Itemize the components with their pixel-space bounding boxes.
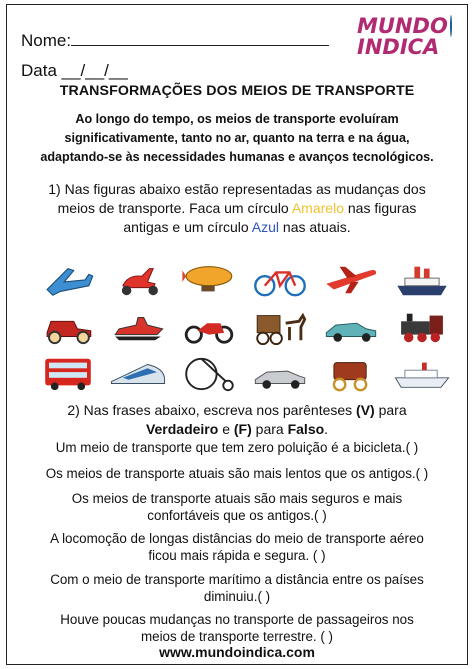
modern-car-icon[interactable] [249, 354, 311, 394]
statement-line: Um meio de transporte que tem zero poluição é a bicicleta.( ) [55, 440, 419, 455]
steamship-icon[interactable] [391, 260, 453, 300]
name-label: Nome: [21, 31, 72, 50]
question-2-line [7, 420, 467, 439]
statement-line: Os meios de transporte atuais são mais seguros e mais [71, 491, 403, 506]
text-span: meios de transporte. Faca um círculo [57, 200, 292, 216]
name-field[interactable] [21, 31, 329, 51]
text-span: . [324, 421, 329, 437]
intro-line: adaptando-se às necessidades humanas e avanços tecnológicos. [40, 150, 434, 164]
jet-ski-icon[interactable] [107, 307, 169, 347]
globe-icon [450, 15, 452, 37]
falso-word: Falso [287, 421, 325, 437]
vintage-car-icon[interactable] [37, 307, 99, 347]
statement-1[interactable] [7, 439, 467, 456]
transport-pictures-grid [37, 260, 455, 394]
statement-line: diminuiu.( ) [203, 589, 271, 604]
blimp-icon[interactable] [178, 260, 240, 300]
statement-4[interactable] [7, 530, 467, 564]
statement-line: Houve poucas mudanças no transporte de passageiros nos [60, 612, 414, 627]
text-span: antigas e um círculo [123, 219, 252, 235]
name-line[interactable] [71, 45, 329, 46]
airplane-icon[interactable] [320, 260, 382, 300]
motorcycle-icon[interactable] [178, 307, 240, 347]
statement-line: meios de transporte terrestre. ( ) [140, 629, 333, 644]
statement-line: ficou mais rápida e segura. ( ) [148, 548, 326, 563]
stagecoach-icon[interactable] [320, 354, 382, 394]
scooter-icon[interactable] [107, 260, 169, 300]
text-span: para [374, 402, 407, 418]
intro-line: significativamente, tanto no ar, quanto na terra e na água, [64, 131, 410, 145]
horse-carriage-icon[interactable] [249, 307, 311, 347]
cruise-ship-icon[interactable] [391, 354, 453, 394]
text-span: para [251, 421, 288, 437]
blue-word: Azul [251, 219, 280, 235]
question-1-line [7, 199, 467, 218]
question-2-line [7, 401, 467, 420]
f-mark: (F) [233, 421, 252, 437]
classic-car-icon[interactable] [320, 307, 382, 347]
bicycle-icon[interactable] [249, 260, 311, 300]
statement-line: A locomoção de longas distâncias do meio de transporte aéreo [50, 531, 424, 546]
date-field[interactable]: Data __/__/__ [21, 61, 128, 80]
statement-line: Com o meio de transporte marítimo a distância entre os países [50, 572, 424, 587]
intro-line: Ao longo do tempo, os meios de transporte evoluíram [75, 112, 399, 126]
question-1-line [7, 218, 467, 237]
question-1 [7, 180, 467, 237]
statement-3[interactable] [7, 490, 467, 524]
fighter-jet-icon[interactable] [37, 260, 99, 300]
statement-5[interactable] [7, 571, 467, 605]
double-decker-bus-icon[interactable] [37, 354, 99, 394]
yellow-word: Amarelo [291, 200, 344, 216]
logo-word-indica: INDICA [357, 35, 440, 59]
text-span: 2) Nas frases abaixo, escreva nos parênteses [67, 402, 357, 418]
worksheet-title: TRANSFORMAÇÕES DOS MEIOS DE TRANSPORTE [59, 83, 415, 99]
question-2 [7, 401, 467, 439]
logo-word-mundo: MUNDO [357, 13, 448, 38]
v-mark: (V) [356, 402, 375, 418]
text-span: nas atuais. [279, 219, 351, 235]
statement-2[interactable] [7, 465, 467, 482]
question-1-line: 1) Nas figuras abaixo estão representadas as mudanças dos [48, 181, 426, 197]
intro-paragraph [7, 110, 467, 167]
text-span: nas figuras [343, 200, 417, 216]
verdadeiro-word: Verdadeiro [145, 421, 219, 437]
steam-train-icon[interactable] [391, 307, 453, 347]
bullet-train-icon[interactable] [107, 354, 169, 394]
mundo-indica-logo [357, 15, 449, 71]
statement-line: confortáveis que os antigos.( ) [147, 508, 327, 523]
website-footer: www.mundoindica.com [159, 644, 315, 660]
worksheet-page [6, 4, 468, 665]
statement-line: Os meios de transporte atuais são mais lentos que os antigos.( ) [45, 466, 429, 481]
text-span: e [218, 421, 234, 437]
penny-farthing-icon[interactable] [178, 354, 240, 394]
